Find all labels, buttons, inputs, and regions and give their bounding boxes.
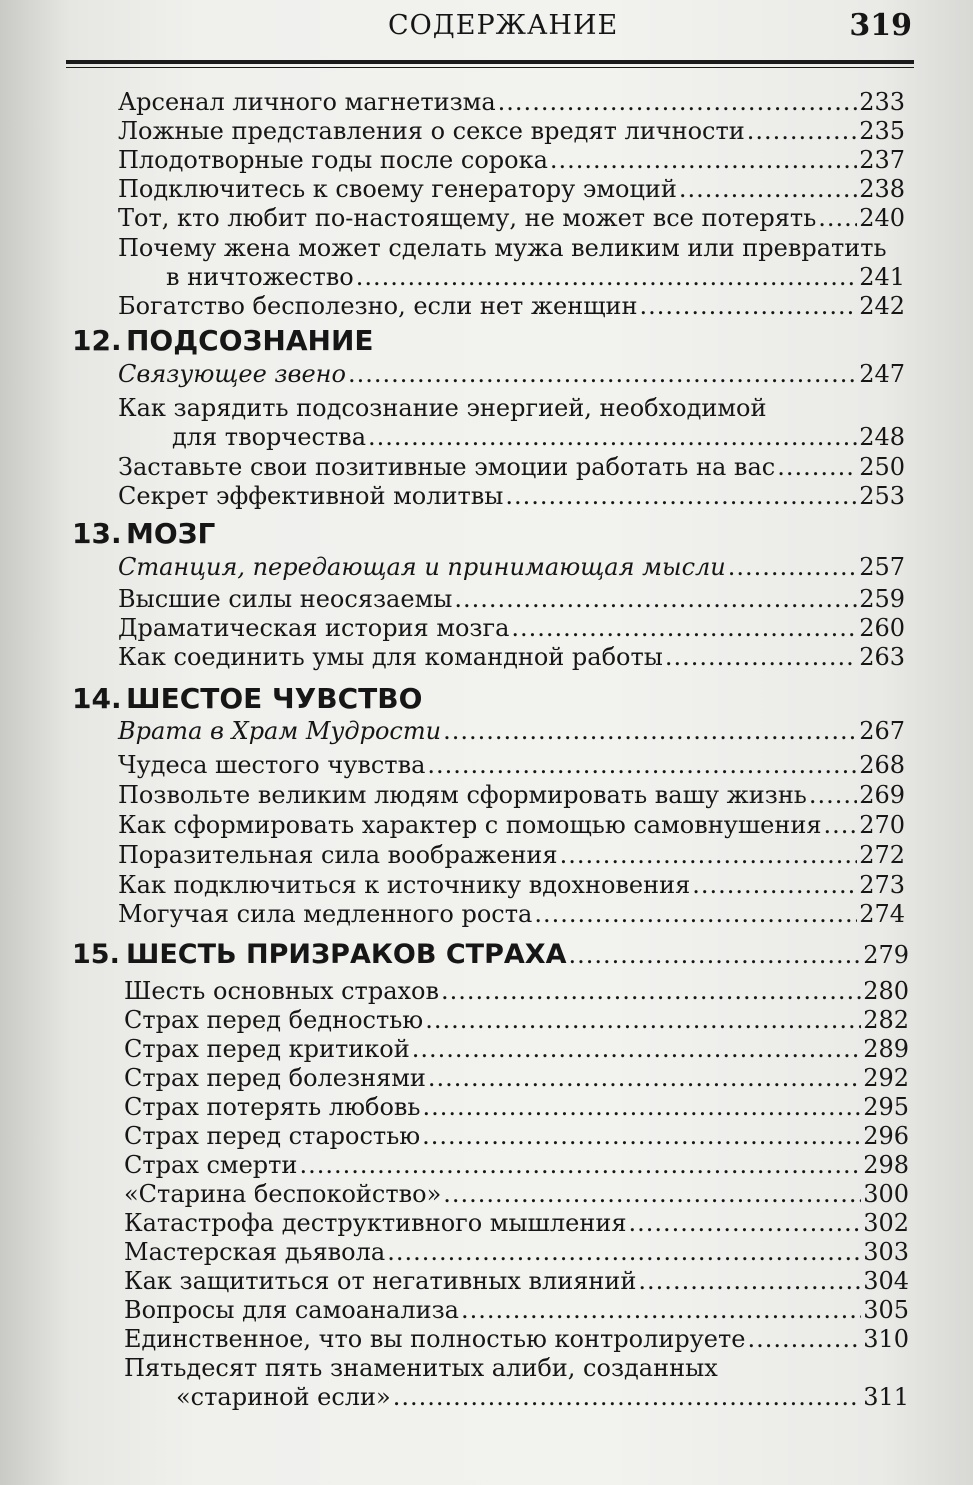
toc-entry-title: Поразительная сила воображения (118, 841, 558, 869)
toc-entry (124, 1266, 909, 1296)
toc-entry-title: Драматическая история мозга (118, 614, 510, 642)
toc-entry-page: 280 (863, 977, 909, 1005)
toc-entry-page: 242 (859, 292, 905, 320)
toc-entry-title: Заставьте свои позитивные эмоции работать на вас (118, 453, 776, 481)
toc-entry-page: 233 (859, 88, 905, 116)
chapter-subtitle-entry (118, 359, 905, 389)
toc-entry-page: 305 (863, 1296, 909, 1324)
toc-entry (124, 1034, 909, 1064)
toc-entry-page: 272 (859, 841, 905, 869)
toc-entry-title-line1: Почему жена может сделать мужа великим или превратить (118, 234, 887, 262)
chapter-number: 12. (72, 324, 122, 357)
toc-entry (124, 1092, 909, 1122)
toc-entry-title: Катастрофа деструктивного мышления (124, 1209, 627, 1237)
toc-entry-page: 269 (859, 781, 905, 809)
toc-entry (124, 1295, 909, 1325)
toc-entry (124, 1121, 909, 1151)
toc-entry-title: Чудеса шестого чувства (118, 751, 426, 779)
toc-entry-title: Страх перед бедностью (124, 1006, 424, 1034)
toc-entry (118, 810, 905, 840)
toc-entry-title: Мастерская дьявола (124, 1238, 386, 1266)
toc-entry-title: Страх перед критикой (124, 1035, 410, 1063)
chapter-heading-15 (72, 940, 909, 970)
toc-entry (118, 642, 905, 672)
page-header (70, 4, 912, 54)
toc-entry-title: Позвольте великим людям сформировать вашу жизнь (118, 781, 807, 809)
toc-entry-title: «Старина беспокойство» (124, 1180, 442, 1208)
toc-entry-page: 310 (863, 1325, 909, 1353)
toc-entry-title: Шесть основных страхов (124, 977, 439, 1005)
chapter-title: ШЕСТОЕ ЧУВСТВО (126, 682, 423, 715)
header-rule-thin (66, 67, 914, 68)
toc-entry-page: 247 (859, 360, 905, 388)
toc-entry-title: для творчества (172, 423, 367, 451)
toc-entry (118, 87, 905, 117)
chapter-subtitle: Врата в Храм Мудрости (118, 717, 442, 745)
toc-entry-page: 253 (859, 482, 905, 510)
toc-entry-page: 282 (863, 1006, 909, 1034)
toc-entry-title: Единственное, что вы полностью контролируете (124, 1325, 746, 1353)
toc-entry-page: 260 (859, 614, 905, 642)
toc-entry-title: «стариной если» (176, 1383, 391, 1411)
toc-entry-page: 268 (859, 751, 905, 779)
toc-entry-title: Высшие силы неосязаемы (118, 585, 453, 613)
chapter-number: 13. (72, 517, 122, 550)
toc-entry-title: Богатство бесполезно, если нет женщин (118, 292, 638, 320)
toc-entry-page: 273 (859, 871, 905, 899)
chapter-subtitle: Станция, передающая и принимающая мысли (118, 553, 726, 581)
toc-entry-title: Страх смерти (124, 1151, 298, 1179)
toc-entry (118, 145, 905, 175)
toc-entry-page: 302 (863, 1209, 909, 1237)
chapter-title: ШЕСТЬ ПРИЗРАКОВ СТРАХА (126, 939, 567, 970)
toc-entry-title: Как соединить умы для командной работы (118, 643, 663, 671)
chapter-heading-13 (72, 517, 215, 551)
toc-entry-title: Арсенал личного магнетизма (118, 88, 496, 116)
toc-entry (118, 452, 905, 482)
toc-entry-title: Плодотворные годы после сорока (118, 146, 548, 174)
toc-entry (118, 174, 905, 204)
toc-entry (124, 1208, 909, 1238)
toc-entry-title: в ничтожество (166, 263, 354, 291)
toc-entry (124, 1150, 909, 1180)
toc-entry-page: 263 (859, 643, 905, 671)
toc-entry-title: Тот, кто любит по-настоящему, не может все потерять (118, 204, 817, 232)
toc-entry-page: 296 (863, 1122, 909, 1150)
toc-entry-title-line1: Пятьдесят пять знаменитых алиби, созданных (124, 1354, 718, 1382)
toc-entry (172, 422, 905, 452)
toc-entry-page: 298 (863, 1151, 909, 1179)
toc-entry-page: 235 (859, 117, 905, 145)
running-title: СОДЕРЖАНИЕ (388, 10, 619, 41)
toc-entry-title: Как защититься от негативных влияний (124, 1267, 637, 1295)
toc-entry-page: 304 (863, 1267, 909, 1295)
chapter-title: ПОДСОЗНАНИЕ (126, 324, 374, 357)
toc-entry (118, 116, 905, 146)
chapter-title: МОЗГ (126, 517, 216, 550)
toc-entry (124, 1324, 909, 1354)
toc-entry (124, 976, 909, 1006)
toc-entry-page: 295 (863, 1093, 909, 1121)
chapter-heading-12 (72, 324, 374, 358)
toc-entry-title: Страх перед старостью (124, 1122, 421, 1150)
toc-entry (166, 262, 905, 292)
toc-entry (118, 840, 905, 870)
chapter-number: 15. (72, 939, 120, 970)
toc-entry (118, 584, 905, 614)
header-rule-thick (66, 60, 914, 64)
chapter-subtitle: Связующее звено (118, 360, 346, 388)
toc-entry-page: 270 (859, 811, 905, 839)
toc-entry (124, 1063, 909, 1093)
chapter-heading-14 (72, 682, 422, 716)
toc-entry-page: 240 (859, 204, 905, 232)
toc-entry-title: Как подключиться к источнику вдохновения (118, 871, 691, 899)
toc-entry-title: Ложные представления о сексе вредят личности (118, 117, 745, 145)
chapter-subtitle-entry (118, 552, 905, 582)
toc-entry-title: Могучая сила медленного роста (118, 900, 533, 928)
toc-entry-title: Страх перед болезнями (124, 1064, 426, 1092)
toc-entry (124, 1179, 909, 1209)
toc-entry-page: 250 (859, 453, 905, 481)
toc-entry-page: 303 (863, 1238, 909, 1266)
toc-entry-page: 248 (859, 423, 905, 451)
chapter-subtitle-entry (118, 716, 905, 746)
toc-entry (118, 203, 905, 233)
toc-entry-page: 289 (863, 1035, 909, 1063)
toc-entry-page: 300 (863, 1180, 909, 1208)
toc-entry (118, 899, 905, 929)
toc-entry-page: 267 (859, 717, 905, 745)
toc-entry-page: 279 (863, 941, 909, 969)
toc-entry-title: Вопросы для самоанализа (124, 1296, 459, 1324)
toc-entry (118, 291, 905, 321)
toc-entry-title: Как сформировать характер с помощью самовнушения (118, 811, 822, 839)
toc-entry (176, 1382, 909, 1412)
toc-entry (124, 1005, 909, 1035)
page-number: 319 (849, 8, 912, 43)
toc-entry (118, 750, 905, 780)
toc-entry-title-line1: Как зарядить подсознание энергией, необходимой (118, 394, 767, 422)
toc-entry-page: 274 (859, 900, 905, 928)
toc-entry-title: Подключитесь к своему генератору эмоций (118, 175, 677, 203)
toc-entry (118, 481, 905, 511)
toc-entry-title: Секрет эффективной молитвы (118, 482, 504, 510)
toc-entry (124, 1237, 909, 1267)
toc-entry-page: 259 (859, 585, 905, 613)
toc-entry-title: Страх потерять любовь (124, 1093, 421, 1121)
toc-entry-page: 257 (859, 553, 905, 581)
toc-entry-page: 292 (863, 1064, 909, 1092)
toc-entry (118, 613, 905, 643)
toc-entry-page: 311 (863, 1383, 909, 1411)
toc-entry-page: 238 (859, 175, 905, 203)
toc-entry (118, 780, 905, 810)
toc-entry-page: 241 (859, 263, 905, 291)
toc-entry (118, 870, 905, 900)
toc-entry-page: 237 (859, 146, 905, 174)
chapter-number: 14. (72, 682, 122, 715)
